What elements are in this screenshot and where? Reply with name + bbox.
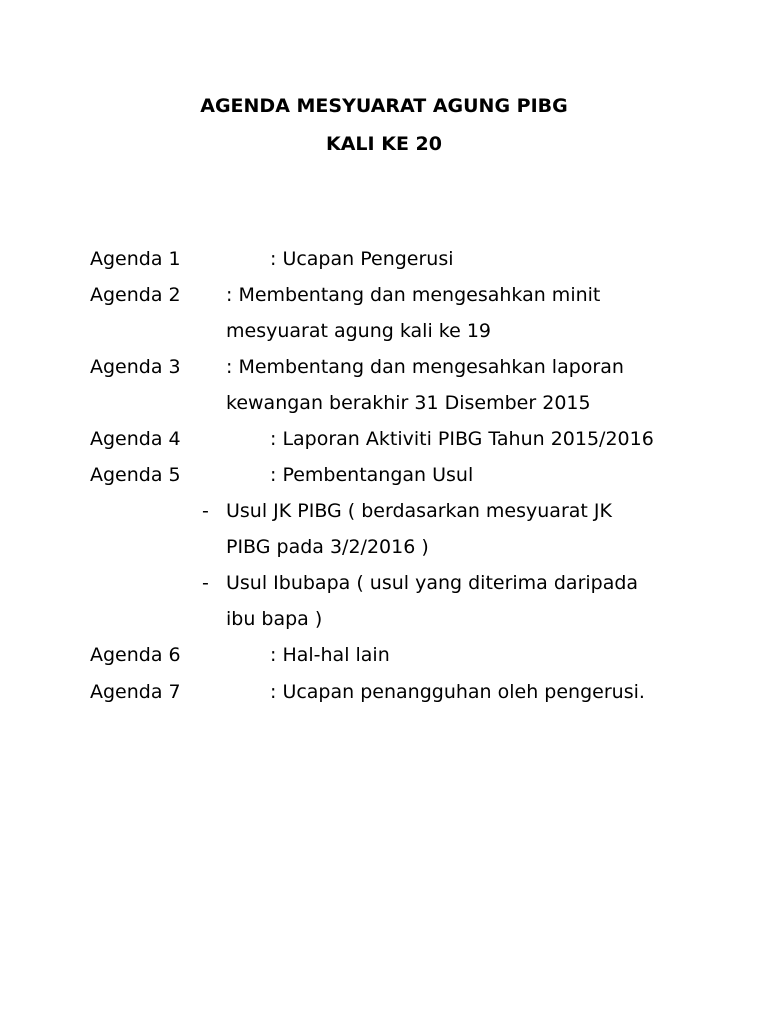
agenda-7-label: Agenda 7 [90,681,181,703]
document-subtitle: KALI KE 20 [326,133,442,155]
agenda-4-text: : Laporan Aktiviti PIBG Tahun 2015/2016 [270,428,654,450]
agenda-5-label: Agenda 5 [90,464,181,486]
agenda-2-label: Agenda 2 [90,284,181,306]
usul-1-continuation: PIBG pada 3/2/2016 ) [226,536,429,558]
usul-2-text: Usul Ibubapa ( usul yang diterima daripada [226,572,639,594]
usul-2-continuation: ibu bapa ) [226,608,323,630]
agenda-7-text: : Ucapan penangguhan oleh pengerusi. [270,681,645,703]
agenda-6-text: : Hal-hal lain [270,644,390,666]
usul-1-bullet: - [202,500,209,522]
agenda-3-label: Agenda 3 [90,356,181,378]
usul-1-text: Usul JK PIBG ( berdasarkan mesyuarat JK [226,500,612,522]
agenda-5-text: : Pembentangan Usul [270,464,474,486]
agenda-6-label: Agenda 6 [90,644,181,666]
usul-2-bullet: - [202,572,209,594]
agenda-1-label: Agenda 1 [90,248,181,270]
agenda-3-continuation: kewangan berakhir 31 Disember 2015 [226,392,591,414]
agenda-2-continuation: mesyuarat agung kali ke 19 [226,320,491,342]
agenda-3-text: : Membentang dan mengesahkan laporan [226,356,624,378]
agenda-2-text: : Membentang dan mengesahkan minit [226,284,601,306]
agenda-4-label: Agenda 4 [90,428,181,450]
agenda-1-text: : Ucapan Pengerusi [270,248,454,270]
document-title: AGENDA MESYUARAT AGUNG PIBG [200,95,568,117]
